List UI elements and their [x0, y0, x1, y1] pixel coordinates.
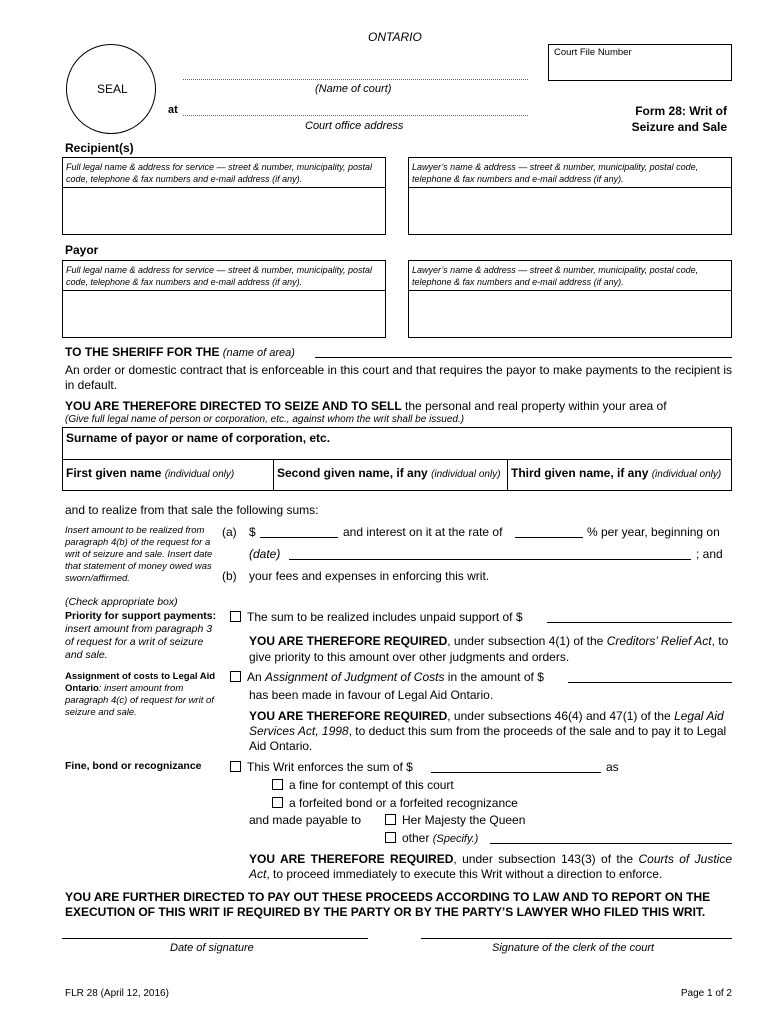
fine-required-end: , to proceed immediately to execute this Writ without a direction to enforce. [266, 867, 663, 881]
court-file-number-box[interactable] [548, 44, 732, 81]
fine-as: as [606, 760, 619, 774]
priority-side-rest: insert amount from paragraph 3 of request for a writ of seizure and sale. [65, 623, 213, 661]
area-input-line[interactable] [315, 357, 732, 358]
priority-side-bold: Priority for support payments: [65, 610, 217, 622]
divider [63, 187, 385, 188]
payor-heading: Payor [65, 243, 99, 257]
third-name-text: Third given name, if any [511, 466, 649, 480]
other-text: other [402, 831, 430, 845]
priority-act-name: Creditors’ Relief Act [606, 634, 712, 648]
assignment-required-end: , to deduct this sum from the proceeds of the sale and to pay it to Legal Aid Ontario. [249, 724, 727, 753]
names-table [62, 427, 732, 491]
fine-option [230, 760, 413, 774]
queen-checkbox[interactable] [385, 814, 396, 825]
sums-intro: and to realize from that sale the following sums: [65, 503, 319, 517]
recipient-lawyer-box[interactable] [408, 157, 732, 235]
divider [63, 459, 731, 460]
first-name-text: First given name [66, 466, 162, 480]
divider [409, 290, 731, 291]
directed-text [65, 399, 732, 413]
bond-text: a forfeited bond or a forfeited recognizance [289, 796, 518, 810]
priority-required-bold: YOU ARE THEREFORE REQUIRED [249, 634, 448, 648]
second-name-note: (individual only) [431, 469, 501, 480]
page-number: Page 1 of 2 [680, 988, 732, 999]
sum-a-percent: % per year, beginning on [587, 525, 720, 539]
priority-option [230, 610, 523, 624]
area-label: (name of area) [222, 347, 295, 359]
second-name-text: Second given name, if any [277, 466, 428, 480]
specify-text: (Specify.) [432, 833, 479, 845]
directed-rest: the personal and real property within your area of [405, 399, 667, 413]
surname-label: Surname of payor or name of corporation, etc. [66, 431, 331, 445]
form-title [600, 103, 727, 135]
payor-lawyer-label: Lawyer’s name & address — street & number, municipality, postal code, telephone & fax numbers and e-mail address (if any). [412, 265, 699, 287]
assignment-option-post: in the amount of $ [447, 670, 544, 684]
seal-label: SEAL [97, 82, 128, 96]
assignment-option-pre: An [247, 670, 262, 684]
priority-required-rest: , under subsection 4(1) of the [447, 634, 604, 648]
name-of-court-label: (Name of court) [315, 83, 392, 95]
priority-amount-line[interactable] [547, 622, 732, 623]
second-name-label [277, 466, 501, 480]
assignment-checkbox[interactable] [230, 671, 241, 682]
at-label: at [168, 104, 178, 116]
fine-act-name: Courts of Justice Act [249, 852, 732, 881]
payor-party-label: Full legal name & address for service — street & number, municipality, postal code, telephone & fax numbers and e-mail address (if any). [66, 265, 372, 287]
clerk-signature-label: Signature of the clerk of the court [492, 942, 655, 954]
fine-queen-option [385, 813, 525, 827]
sum-a-date-line[interactable] [289, 559, 691, 560]
fine-required-rest: , under subsection 143(3) of the [453, 852, 634, 866]
fine-checkbox[interactable] [230, 761, 241, 772]
assignment-side-bold: Assignment of costs to Legal Aid Ontario [65, 671, 216, 694]
form-title-line2: Seizure and Sale [631, 120, 727, 134]
priority-side-note [65, 610, 223, 662]
fine-other-option [385, 831, 478, 845]
directed-bold: YOU ARE THEREFORE DIRECTED TO SEIZE AND TO SELL [65, 399, 402, 413]
sum-a-rate-line[interactable] [515, 537, 583, 538]
recipient-heading: Recipient(s) [65, 141, 134, 155]
divider [409, 187, 731, 188]
contempt-checkbox[interactable] [272, 779, 283, 790]
assignment-required [249, 709, 732, 754]
sums-side-note: Insert amount to be realized from paragraph 4(b) of the request for a writ of seizure and sale. Insert date that statement of money owed was sworn/affirmed. [65, 525, 213, 584]
assignment-act-name: Legal Aid Services Act, 1998 [249, 709, 724, 738]
sum-a-amount-line[interactable] [260, 537, 338, 538]
recipient-lawyer-label: Lawyer’s name & address — street & number, municipality, postal code, telephone & fax numbers and e-mail address (if any). [412, 162, 699, 184]
fine-required-bold: YOU ARE THEREFORE REQUIRED [249, 852, 454, 866]
fine-payable: and made payable to [249, 813, 362, 827]
sum-a-and: ; and [696, 547, 723, 561]
recipient-party-label: Full legal name & address for service — street & number, municipality, postal code, telephone & fax numbers and e-mail address (if any). [66, 162, 372, 184]
payor-party-box[interactable] [62, 260, 386, 338]
assignment-option [230, 670, 544, 684]
sum-a-date-label: (date) [249, 547, 281, 561]
assignment-amount-line[interactable] [568, 682, 732, 683]
form-id: FLR 28 (April 12, 2016) [65, 988, 169, 999]
assignment-required-bold: YOU ARE THEREFORE REQUIRED [249, 709, 448, 723]
sum-a-interest: and interest on it at the rate of [343, 525, 503, 539]
date-signature-line[interactable] [62, 938, 368, 939]
fine-amount-line[interactable] [431, 772, 601, 773]
assignment-line2: has been made in favour of Legal Aid Ontario. [249, 688, 494, 702]
contempt-text: a fine for contempt of this court [289, 778, 454, 792]
clerk-signature-line[interactable] [421, 938, 732, 939]
sum-b-text: your fees and expenses in enforcing this writ. [249, 569, 490, 583]
priority-checkbox[interactable] [230, 611, 241, 622]
fine-option-text: This Writ enforces the sum of $ [247, 760, 413, 774]
sum-b-label: (b) [222, 569, 237, 583]
court-file-number-label: Court File Number [554, 47, 632, 58]
divider [63, 290, 385, 291]
third-name-note: (individual only) [651, 469, 722, 480]
assignment-side-note [65, 671, 223, 719]
sum-a-dollar: $ [249, 525, 256, 539]
fine-bond-option [272, 796, 518, 810]
court-office-address-label: Court office address [305, 120, 404, 132]
order-text: An order or domestic contract that is enforceable in this court and that requires the payor to make payments to the recipient is in default. [65, 363, 732, 392]
province-title: ONTARIO [368, 30, 422, 44]
bond-checkbox[interactable] [272, 797, 283, 808]
check-note: (Check appropriate box) [65, 596, 178, 608]
other-checkbox[interactable] [385, 832, 396, 843]
assignment-option-italic: Assignment of Judgment of Costs [265, 670, 445, 684]
divider [273, 459, 274, 491]
priority-required [249, 633, 732, 665]
sum-a-label: (a) [222, 525, 237, 539]
priority-option-text: The sum to be realized includes unpaid support of $ [247, 610, 523, 624]
give-name-note: (Give full legal name of person or corporation, etc., against whom the writ shall be issued.) [65, 414, 465, 425]
date-signature-label: Date of signature [170, 942, 254, 954]
payor-lawyer-box[interactable] [408, 260, 732, 338]
third-name-label [511, 466, 721, 480]
divider [507, 459, 508, 491]
assignment-side-rest: : insert amount from paragraph 4(c) of request for writ of seizure and sale. [65, 683, 214, 718]
recipient-party-box[interactable] [62, 157, 386, 235]
first-name-note: (individual only) [164, 469, 235, 480]
sheriff-line [65, 345, 295, 359]
court-address-line[interactable] [183, 115, 528, 116]
fine-required [249, 852, 732, 882]
priority-required-end: , to give priority to this amount over other judgments and orders. [249, 634, 729, 664]
court-name-line[interactable] [183, 79, 528, 80]
form-title-line1: Form 28: Writ of [635, 104, 727, 118]
fine-side-label: Fine, bond or recognizance [65, 760, 202, 772]
fine-contempt-option [272, 778, 454, 792]
first-name-label [66, 466, 234, 480]
other-specify-line[interactable] [490, 843, 732, 844]
assignment-required-rest: , under subsections 46(4) and 47(1) of the [447, 709, 671, 723]
further-directed: YOU ARE FURTHER DIRECTED TO PAY OUT THESE PROCEEDS ACCORDING TO LAW AND TO REPORT ON THE EXECUTION OF THIS WRIT IF REQUIRED BY THE PARTY OR BY THE PARTY’S LAWYER WHO FILED THIS WRIT. [65, 890, 711, 919]
queen-text: Her Majesty the Queen [402, 813, 526, 827]
to-sheriff-label: TO THE SHERIFF FOR THE [65, 345, 220, 359]
